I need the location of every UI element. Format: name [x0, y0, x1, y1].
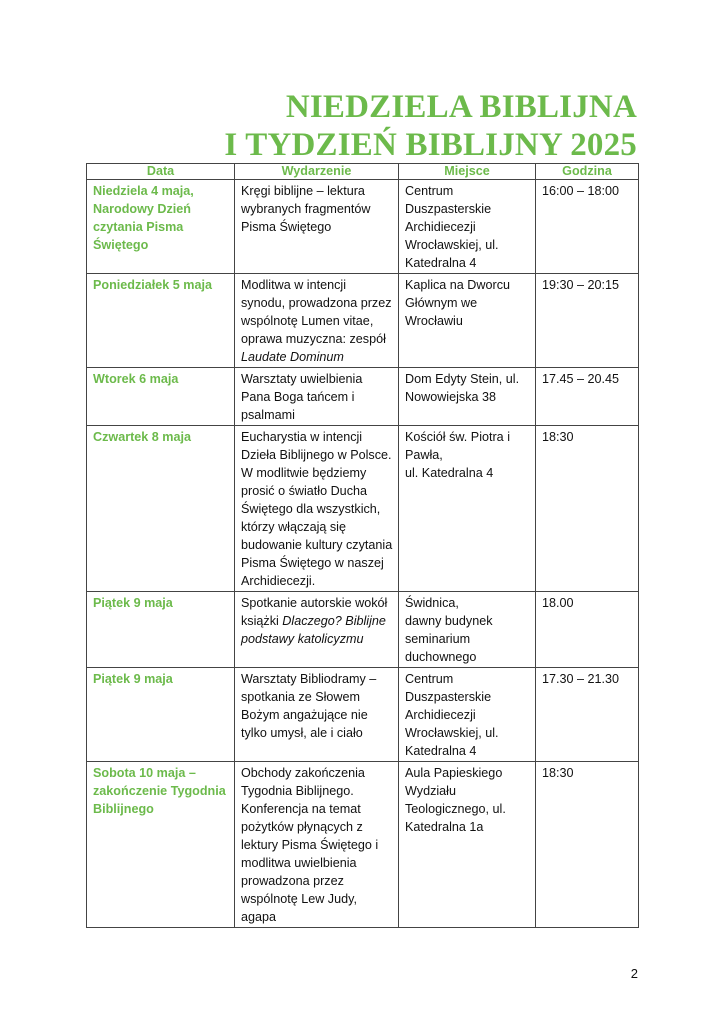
cell-date: Poniedziałek 5 maja	[87, 274, 235, 368]
column-header-time: Godzina	[536, 164, 639, 180]
cell-place	[399, 426, 536, 592]
place-line: Centrum Duszpasterskie Archidiecezji Wrocławskiej, ul. Katedralna 4	[405, 672, 499, 758]
cell-date: Sobota 10 maja – zakończenie Tygodnia Biblijnego	[87, 762, 235, 928]
column-header-event: Wydarzenie	[235, 164, 399, 180]
column-header-place: Miejsce	[399, 164, 536, 180]
table-row	[87, 668, 639, 762]
cell-event	[235, 368, 399, 426]
event-text: Eucharystia w intencji Dzieła Biblijnego w Polsce. W modlitwie będziemy prosić o światło Ducha Świętego dla wszystkich, którzy włączają się budowanie kultury czytania Pisma Świętego w naszej Archidiecezji.	[241, 430, 393, 588]
page-title	[224, 88, 637, 164]
cell-place	[399, 180, 536, 274]
cell-event	[235, 426, 399, 592]
cell-event	[235, 274, 399, 368]
event-text: Obchody zakończenia Tygodnia Biblijnego. Konferencja na temat pożytków płynących z lektury Pisma Świętego i modlitwa uwielbienia prowadzona przez wspólnotę Lew Judy, agapa	[241, 766, 379, 924]
title-line-1: NIEDZIELA BIBLIJNA	[285, 89, 637, 125]
cell-event	[235, 668, 399, 762]
cell-event	[235, 762, 399, 928]
table-row	[87, 180, 639, 274]
table-row	[87, 274, 639, 368]
cell-event	[235, 180, 399, 274]
place-line: Centrum Duszpasterskie Archidiecezji Wrocławskiej, ul. Katedralna 4	[405, 184, 499, 270]
table-row	[87, 426, 639, 592]
cell-date: Niedziela 4 maja, Narodowy Dzień czytania Pisma Świętego	[87, 180, 235, 274]
event-text: Modlitwa w intencji synodu, prowadzona przez wspólnotę Lumen vitae, oprawa muzyczna: zespół	[241, 278, 392, 346]
event-text: Spotkanie autorskie wokół książki	[241, 596, 388, 628]
table-row	[87, 592, 639, 668]
event-text: Warsztaty uwielbienia Pana Boga tańcem i psalmami	[241, 372, 363, 422]
cell-time: 17.45 – 20.45	[536, 368, 639, 426]
cell-date: Piątek 9 maja	[87, 592, 235, 668]
cell-time: 18.00	[536, 592, 639, 668]
cell-date: Piątek 9 maja	[87, 668, 235, 762]
cell-place	[399, 762, 536, 928]
place-line: Kościół św. Piotra i Pawła,	[405, 430, 510, 462]
page-number: 2	[630, 966, 638, 981]
event-text: Warsztaty Bibliodramy – spotkania ze Słowem Bożym angażujące nie tylko umysł, ale i ciało	[241, 672, 377, 740]
table-header-row	[87, 164, 639, 180]
cell-place	[399, 668, 536, 762]
cell-time: 16:00 – 18:00	[536, 180, 639, 274]
cell-date: Czwartek 8 maja	[87, 426, 235, 592]
cell-date: Wtorek 6 maja	[87, 368, 235, 426]
place-line: Aula Papieskiego Wydziału Teologicznego, ul. Katedralna 1a	[405, 766, 506, 834]
cell-place	[399, 592, 536, 668]
schedule-table	[86, 163, 639, 928]
cell-time: 18:30	[536, 426, 639, 592]
cell-place	[399, 274, 536, 368]
schedule-rows	[87, 180, 639, 928]
cell-event	[235, 592, 399, 668]
place-line: Kaplica na Dworcu Głównym we Wrocławiu	[405, 278, 510, 328]
table-row	[87, 762, 639, 928]
cell-time: 17.30 – 21.30	[536, 668, 639, 762]
event-text: Kręgi biblijne – lektura wybranych fragmentów Pisma Świętego	[241, 184, 371, 234]
event-text-italic: Dlaczego? Biblijne podstawy katolicyzmu	[241, 614, 386, 646]
event-text-italic: Laudate Dominum	[241, 350, 344, 364]
place-line: ul. Katedralna 4	[405, 466, 494, 480]
title-line-2: I TYDZIEŃ BIBLIJNY 2025	[224, 127, 637, 163]
place-line: Świdnica,	[405, 596, 459, 610]
cell-time: 19:30 – 20:15	[536, 274, 639, 368]
column-header-date: Data	[87, 164, 235, 180]
table-row	[87, 368, 639, 426]
place-line: dawny budynek seminarium duchownego	[405, 614, 493, 664]
cell-place	[399, 368, 536, 426]
cell-time: 18:30	[536, 762, 639, 928]
place-line: Dom Edyty Stein, ul. Nowowiejska 38	[405, 372, 520, 404]
